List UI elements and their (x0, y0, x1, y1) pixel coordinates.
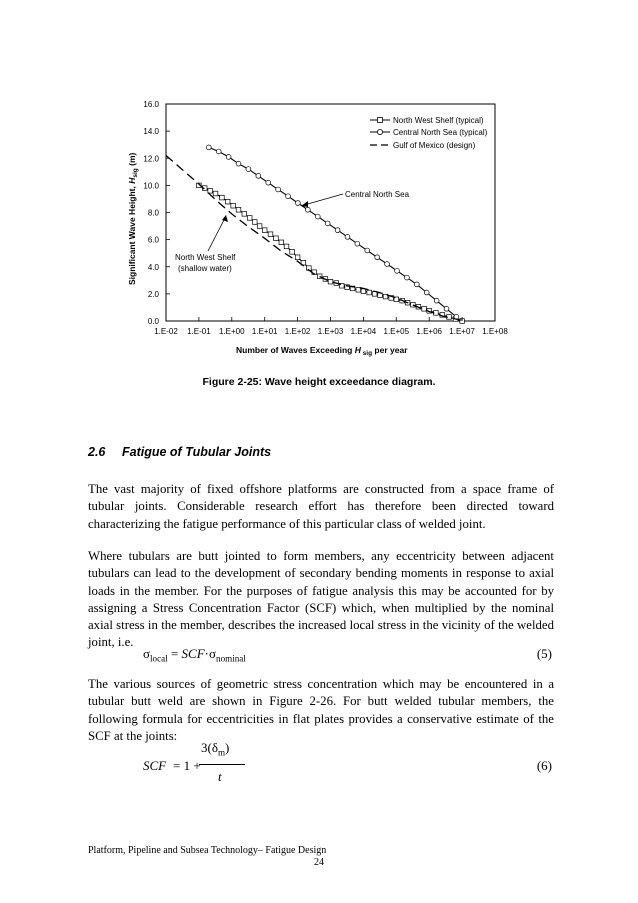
data-point-circle (365, 248, 370, 253)
data-point-square (262, 228, 267, 233)
data-point-square (231, 203, 236, 208)
data-point-circle (424, 290, 429, 295)
x-tick-label: 1.E+01 (251, 327, 278, 336)
annotation-north-west-shelf: North West Shelf (175, 253, 236, 262)
series-line-0 (199, 185, 462, 321)
x-tick-label: 1.E+08 (482, 327, 508, 336)
x-tick-label: 1.E+00 (219, 327, 245, 336)
data-point-square (279, 240, 284, 245)
x-tick-label: 1.E-02 (154, 327, 178, 336)
x-tick-label: 1.E+07 (449, 327, 475, 336)
data-point-circle (335, 228, 340, 233)
data-point-circle (276, 187, 281, 192)
equation-6: SCF = 1 + $3(\delta_m)$ t (143, 752, 293, 792)
annotation-arrow-cns (304, 194, 343, 205)
data-point-circle (295, 201, 300, 206)
section-title: Fatigue of Tubular Joints (122, 445, 272, 459)
data-point-circle (444, 306, 449, 311)
chart-legend (370, 116, 488, 150)
series-line-2 (166, 156, 462, 321)
y-tick-label: 14.0 (143, 127, 159, 137)
data-point-square (367, 290, 372, 295)
exceedance-chart (0, 0, 638, 370)
y-axis-title: Significant Wave Height, $H_{sig}$ (m) (127, 152, 139, 285)
data-point-circle (216, 149, 221, 154)
data-point-circle (375, 255, 380, 260)
data-point-square (257, 224, 262, 229)
data-point-circle (325, 221, 330, 226)
legend-label-gom: Gulf of Mexico (design) (393, 141, 476, 150)
data-point-square (236, 207, 241, 212)
annotation-central-north-sea: Central North Sea (345, 190, 410, 199)
equation-6-number: (6) (536, 758, 552, 773)
data-point-square (290, 250, 295, 255)
legend-label-cns: Central North Sea (typical) (393, 128, 488, 137)
data-point-circle (405, 275, 410, 280)
data-point-circle (355, 241, 360, 246)
series-line-1 (209, 147, 457, 317)
paragraph-2: Where tubulars are butt jointed to form members, any eccentricity between adjacent tubulars can lead to the development of secondary bending moments in response to axial loads in the member. For the purposes of fatigue analysis this may be accounted for by assigning a Stress Concentration Factor (SCF) which, when multiplied by the nominal axial stress in the member, describes the increased local stress in the vicinity of the welded joint, i.e. (88, 549, 554, 650)
data-point-circle (345, 235, 350, 240)
data-point-circle (414, 282, 419, 287)
y-tick-label: 2.0 (147, 289, 159, 299)
data-point-square (284, 244, 289, 249)
figure-caption: Figure 2-25: Wave height exceedance diagram. (202, 376, 436, 388)
data-point-circle (385, 262, 390, 267)
x-tick-label: 1.E+03 (317, 327, 344, 336)
data-point-circle (266, 180, 271, 185)
section-number: 2.6 (88, 445, 106, 459)
legend-label-nws: North West Shelf (typical) (393, 116, 484, 125)
y-tick-label: 6.0 (147, 235, 159, 245)
y-tick-label: 12.0 (143, 154, 159, 164)
y-tick-label: 0.0 (147, 317, 159, 326)
data-point-circle (305, 207, 310, 212)
data-point-square (295, 255, 300, 260)
data-point-circle (206, 145, 211, 150)
annotation-arrow-nws (208, 218, 225, 251)
x-axis-title: Number of Waves Exceeding H $_{sig}$ per year (236, 345, 408, 357)
data-point-square (268, 232, 273, 237)
data-point-circle (395, 268, 400, 273)
y-tick-label: 8.0 (147, 208, 159, 218)
data-point-circle (256, 173, 261, 178)
data-point-square (213, 191, 218, 196)
x-tick-label: 1.E+05 (383, 327, 410, 336)
page-number: 24 (314, 857, 324, 868)
paragraph-3: The various sources of geometric stress concentration which may be encountered in a tubular butt weld are shown in Figure 2-26. For butt welded tubular members, the following formula for eccentricities in flat plates provides a conservative estimate of the SCF at the joints: (88, 677, 554, 743)
section-heading (88, 445, 271, 459)
data-point-square (225, 199, 230, 204)
x-tick-label: 1.E+04 (350, 327, 377, 336)
legend-circle-marker (377, 129, 382, 134)
x-tick-label: 1.E+02 (284, 327, 311, 336)
data-point-square (242, 212, 247, 217)
legend-square-marker (378, 118, 383, 123)
data-point-circle (434, 298, 439, 303)
data-point-square (220, 195, 225, 200)
y-tick-label: 10.0 (143, 181, 159, 191)
data-point-square (422, 306, 427, 311)
equation-5: $\sigma_{local} = SCF\cdot\sigma_{nominal}$ (143, 646, 246, 664)
y-tick-label: 16.0 (143, 100, 159, 109)
data-point-circle (246, 167, 251, 172)
footer-text: Platform, Pipeline and Subsea Technology– Fatigue Design (88, 845, 327, 856)
data-point-circle (315, 214, 320, 219)
data-point-square (252, 220, 257, 225)
y-tick-label: 4.0 (147, 262, 159, 272)
x-tick-label: 1.E-01 (187, 327, 211, 336)
equation-5-number: (5) (536, 646, 552, 661)
data-point-square (361, 289, 366, 294)
data-point-circle (236, 161, 241, 166)
annotation-shallow-water: (shallow water) (178, 264, 232, 273)
paragraph-1: The vast majority of fixed offshore platforms are constructed from a space frame of tubular joints. Considerable research effort has therefore been directed toward characterizing the fatigue performance of this particular class of welded joint. (88, 482, 554, 531)
data-point-square (274, 236, 279, 241)
data-point-square (328, 279, 333, 284)
data-point-circle (226, 154, 231, 159)
data-point-circle (286, 194, 291, 199)
x-tick-label: 1.E+06 (416, 327, 442, 336)
data-point-square (247, 216, 252, 221)
